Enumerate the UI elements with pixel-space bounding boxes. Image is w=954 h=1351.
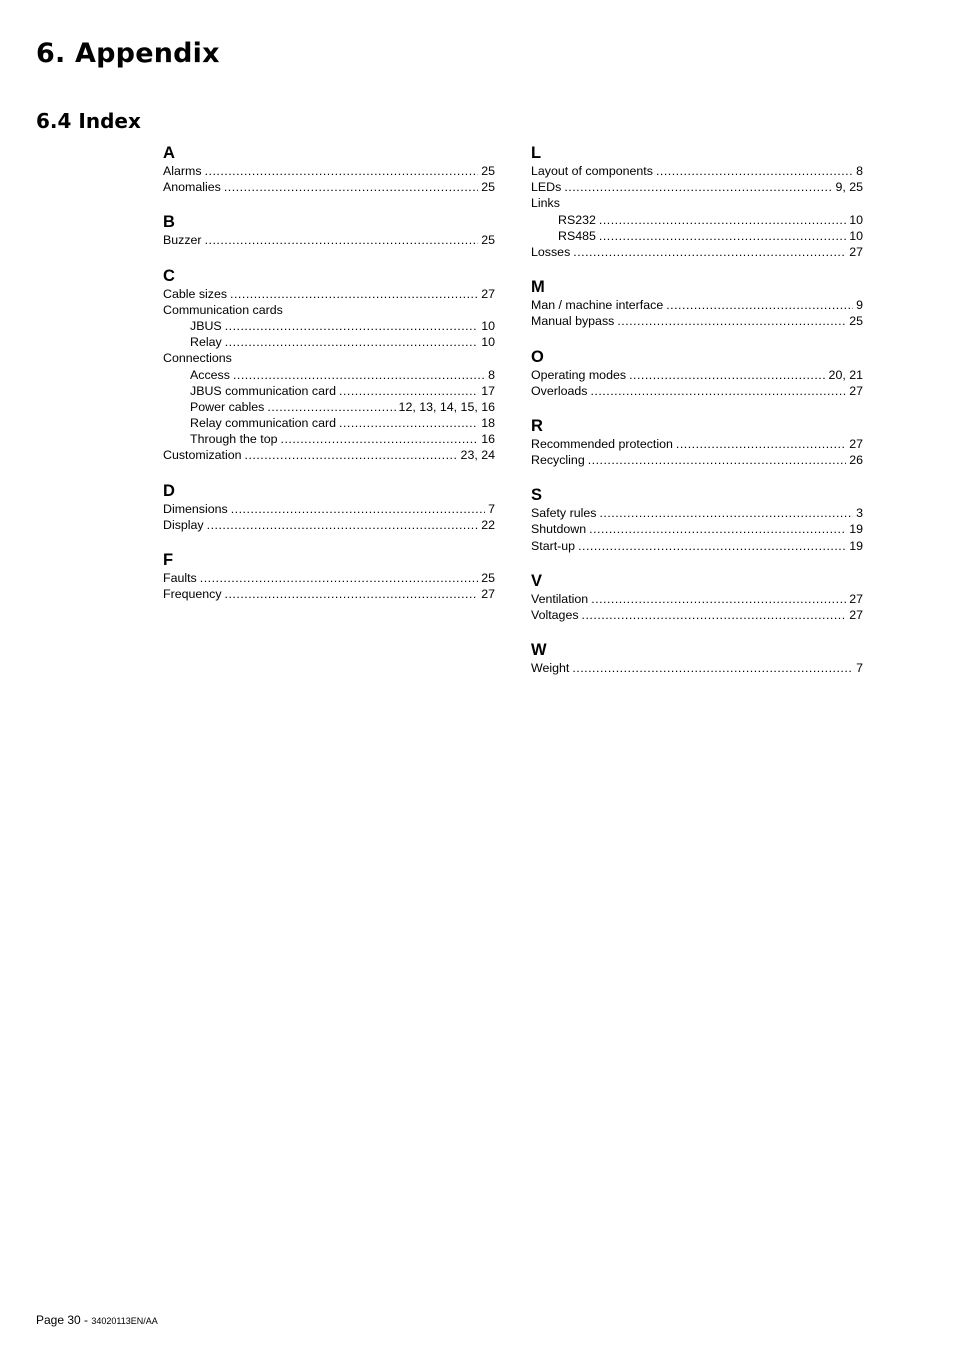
index-page-numbers: 22 [481,517,495,532]
dot-leader [200,570,478,586]
index-entry [531,505,863,521]
index-subentry [163,334,495,350]
dot-leader [656,163,853,179]
index-page-numbers: 16 [481,432,495,447]
index-term: Safety rules [531,506,597,521]
index-page-numbers: 27 [849,244,863,259]
index-term: JBUS [190,318,222,333]
dot-leader [231,501,485,517]
index-page-numbers: 19 [849,522,863,537]
index-column-right [531,143,863,693]
index-page-numbers: 25 [849,314,863,329]
index-page-numbers: 27 [849,591,863,606]
index-letter-heading: C [163,266,175,285]
index-term: RS485 [558,228,596,243]
index-entry [163,163,495,179]
dot-leader [564,179,832,195]
index-entry [163,570,495,586]
dot-leader [599,212,846,228]
index-letter-group [163,266,495,464]
index-term: Frequency [163,587,222,602]
index-entry [531,521,863,537]
index-term: LEDs [531,180,562,195]
index-letter-group [163,143,495,195]
index-entry [531,244,863,260]
dot-leader [617,313,846,329]
index-term: Voltages [531,608,579,622]
dot-leader [572,660,853,676]
index-page-numbers: 12, 13, 14, 15, 16 [398,399,495,414]
index-subentry [163,318,495,334]
index-entry [531,179,863,195]
dot-leader [245,447,458,463]
index-entry [163,517,495,533]
index-term: Customization [163,448,242,463]
dot-leader [267,399,395,415]
index-term: Display [163,517,204,532]
index-letter-group [531,485,863,554]
index-term: Ventilation [531,591,589,606]
index-term: Power cables [190,399,265,414]
index-letter-heading: R [531,416,543,435]
index-term: Start-up [531,538,576,553]
index-letter-group [531,143,863,260]
index-entry [531,452,863,468]
index-page-numbers: 9 [856,298,863,313]
index-page-numbers: 19 [849,538,863,553]
index-page-numbers: 27 [849,436,863,451]
index-term: Recommended protection [531,436,673,451]
index-subentry [163,383,495,399]
index-subentry [163,399,495,415]
index-letter-group [531,277,863,329]
index-letter-heading: L [531,144,542,162]
index-letter-heading: A [163,144,175,162]
dot-leader [224,179,478,195]
index-letter-group [531,347,863,399]
index-term: Dimensions [163,501,228,516]
index-page-numbers: 3 [856,506,863,521]
index-entry [531,313,863,329]
index-page-numbers: 20, 21 [828,367,863,382]
index-letter-group [531,571,863,623]
index-page-numbers: 27 [481,587,495,602]
index-entry [163,232,495,248]
index-letter-group [163,212,495,248]
index-subentry [163,431,495,447]
index-term: Buzzer [163,233,202,248]
index-entry [163,501,495,517]
index-entry [163,447,495,463]
dot-leader [582,607,847,623]
index-page-numbers: 25 [481,164,495,178]
index-term: Relay [190,335,222,350]
dot-leader [666,297,853,313]
dot-leader [339,383,478,399]
dot-leader [629,367,825,383]
dot-leader [599,228,846,244]
index-page-numbers: 25 [481,180,495,195]
index-term: Man / machine interface [531,298,664,313]
index-page-numbers: 8 [488,367,495,382]
index-page-numbers: 25 [481,233,495,248]
index-page-numbers: 27 [481,286,495,301]
dot-leader [205,163,479,179]
index-entry [163,350,495,366]
index-letter-heading: B [163,213,175,232]
index-letter-group [163,481,495,533]
index-entry [531,591,863,607]
index-letter-heading: F [163,551,174,569]
index-term: Manual bypass [531,314,615,329]
dot-leader [225,586,479,602]
dot-leader [578,538,846,554]
index-term: Losses [531,244,571,259]
index-letter-group [531,416,863,468]
index-letter-group [163,550,495,602]
index-page-numbers: 7 [488,501,495,516]
index-entry [531,538,863,554]
index-page-numbers: 27 [849,608,863,622]
index-subentry [531,228,863,244]
dot-leader [590,383,846,399]
index-page-numbers: 9, 25 [835,180,863,195]
dot-leader [230,286,478,302]
index-page-numbers: 18 [481,416,495,431]
index-page-numbers: 10 [481,335,495,350]
index-page-numbers: 25 [481,571,495,585]
index-page-numbers: 17 [481,383,495,398]
index-term: Cable sizes [163,286,228,301]
index-entry [531,436,863,452]
index-entry [163,286,495,302]
index-term: Faults [163,571,197,585]
index-entry [531,195,863,211]
dot-leader [589,521,846,537]
dot-leader [599,505,853,521]
index-page-numbers: 7 [856,661,863,676]
index-term: Shutdown [531,522,587,537]
index-term: Relay communication card [190,416,336,431]
index-letter-heading: W [531,641,547,660]
index-page-numbers: 26 [849,453,863,468]
index-page-numbers: 10 [481,318,495,333]
index-term: Access [190,367,230,382]
index-entry [163,302,495,318]
index-subentry [163,415,495,431]
index-term: JBUS communication card [190,383,336,398]
dot-leader [573,244,846,260]
chapter-title: 6. Appendix [36,38,220,69]
index-entry [531,607,863,623]
index-subentry [531,212,863,228]
index-entry [531,660,863,676]
dot-leader [281,431,479,447]
index-letter-group [531,640,863,676]
index-page-numbers: 10 [849,212,863,227]
index-term: Alarms [163,164,202,178]
index-term: Weight [531,661,570,676]
dot-leader [205,232,479,248]
document-code: 34020113EN/AA [91,1316,158,1326]
dot-leader [225,318,479,334]
index-letter-heading: O [531,347,544,366]
index-subentry [163,367,495,383]
index-letter-heading: M [531,278,545,297]
index-entry [531,297,863,313]
dot-leader [591,591,846,607]
index-letter-heading: S [531,486,543,505]
index-entry [163,586,495,602]
dot-leader [676,436,846,452]
dot-leader [233,367,485,383]
index-term: Recycling [531,453,585,468]
index-term: Links [531,196,560,211]
dot-leader [225,334,479,350]
index-term: RS232 [558,212,596,227]
page-number: Page 30 - [36,1313,92,1327]
index-column-left [163,143,495,619]
dot-leader [588,452,846,468]
index-entry [531,163,863,179]
index-entry [531,367,863,383]
index-entry [163,179,495,195]
index-term: Through the top [190,432,278,447]
index-letter-heading: V [531,571,543,590]
index-term: Layout of components [531,164,653,178]
section-title: 6.4 Index [36,109,141,133]
index-term: Overloads [531,383,588,398]
index-term: Operating modes [531,367,627,382]
index-page-numbers: 23, 24 [460,448,495,463]
dot-leader [339,415,478,431]
index-entry [531,383,863,399]
index-term: Anomalies [163,180,221,195]
page-footer [36,1313,158,1327]
index-page-numbers: 8 [856,164,863,178]
index-term: Connections [163,351,232,366]
index-page-numbers: 10 [849,228,863,243]
index-term: Communication cards [163,302,283,317]
index-letter-heading: D [163,481,175,500]
index-page-numbers: 27 [849,383,863,398]
dot-leader [207,517,479,533]
